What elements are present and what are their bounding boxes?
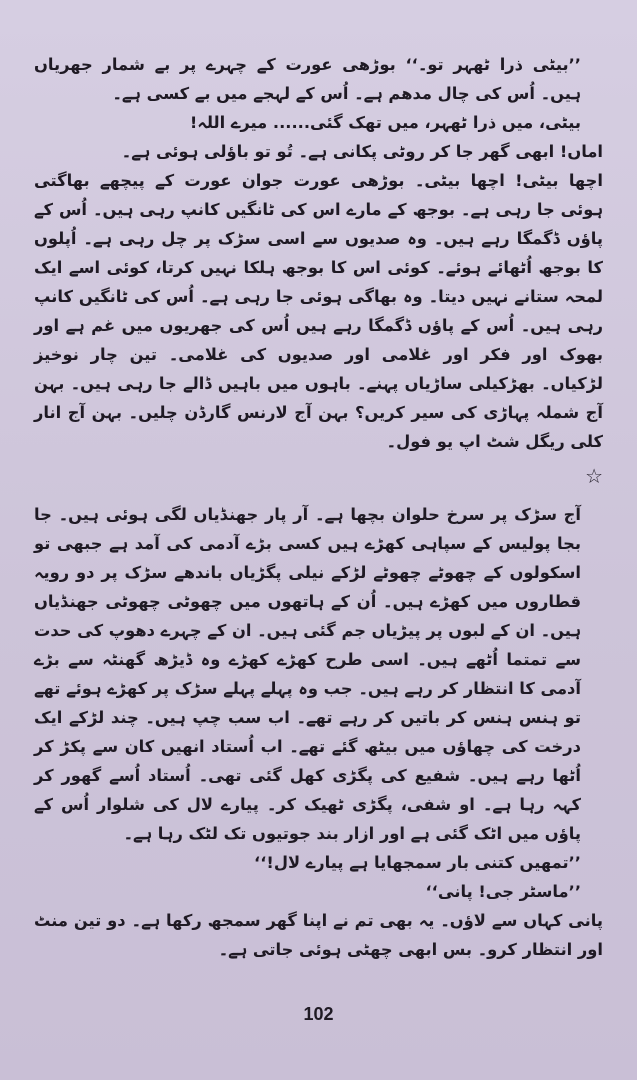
page-text [34,50,603,964]
paragraph: آج سڑک پر سرخ حلوان بچھا ہے۔ آر پار جھنڈیاں لگی ہوئی ہیں۔ جا بجا پولیس کے سپاہی کھڑے ہیں کسی بڑے آدمی کی آمد ہے جبھی تو اسکولوں کے چھوٹے چھوٹے لڑکے نیلی پگڑیاں باندھے سڑک پر دو رویہ قطاروں میں کھڑے ہیں۔ اُن کے ہاتھوں میں چھوٹی چھوٹی جھنڈیاں ہیں۔ ان کے لبوں پر پیڑیاں جم گئی ہیں۔ ان کے چہرے دھوپ کی حدت سے تمتما اُٹھے ہیں۔ اسی طرح کھڑے کھڑے وہ ڈیڑھ گھنٹہ سے بڑے آدمی کا انتظار کر رہے ہیں۔ جب وہ پہلے پہلے سڑک پر کھڑے ہوئے تھے تو ہنس ہنس کر باتیں کر رہے تھے۔ اب سب چپ ہیں۔ چند لڑکے ایک درخت کی چھاؤں میں بیٹھ گئے تھے۔ اب اُستاد انھیں کان سے پکڑ کر اُٹھا رہے ہیں۔ شفیع کی پگڑی کھل گئی تھی۔ اُستاد اُسے گھور کر کہہ رہا ہے۔ او شفی، پگڑی ٹھیک کر۔ پیارے لال کی شلوار اُس کے پاؤں میں اٹک گئی ہے اور ازار بند جوتیوں تک لٹک رہا ہے۔ [34,505,581,843]
paragraph: ’’ماسٹر جی! پانی‘‘ [425,882,581,901]
page-number: 102 [303,1004,334,1024]
paragraph: اماں! ابھی گھر جا کر روٹی پکانی ہے۔ تُو تو باؤلی ہوئی ہے۔ [121,142,603,161]
paragraph: اچھا بیٹی! اچھا بیٹی۔ بوڑھی عورت جوان عورت کے پیچھے بھاگتی ہوئی جا رہی ہے۔ بوجھ کے مارے اس کی ٹانگیں کانپ رہی ہیں۔ اُس کے پاؤں ڈگمگا رہے ہیں۔ وہ صدیوں سے اسی سڑک پر چل رہی ہے۔ اُپلوں کا بوجھ اُٹھائے ہوئے۔ کوئی اس کا بوجھ ہلکا نہیں کرتا، کوئی اسے ایک لمحہ ستانے نہیں دیتا۔ وہ بھاگی ہوئی جا رہی ہے۔ اُس کی ٹانگیں کانپ رہی ہیں۔ اُس کے پاؤں ڈگمگا رہے ہیں اُس کی جھریوں میں غم ہے اور بھوک اور فکر اور غلامی اور صدیوں کی غلامی۔ تین چار نوخیز لڑکیاں۔ بھڑکیلی ساڑیاں پہنے۔ باہوں میں باہیں ڈالے جا رہی ہیں۔ بہن آج شملہ پہاڑی کی سیر کریں؟ بہن آج لارنس گارڈن چلیں۔ بہن آج انار کلی ریگل شٹ اپ یو فول۔ [34,171,603,451]
paragraph: ’’تمھیں کتنی بار سمجھایا ہے پیارے لال!‘‘ [254,853,581,872]
section-one [34,50,603,456]
paragraph: پانی کہاں سے لاؤں۔ یہ بھی تم نے اپنا گھر سمجھ رکھا ہے۔ دو تین منٹ اور انتظار کرو۔ بس ابھی چھٹی ہوئی جاتی ہے۔ [34,911,603,959]
star-separator: ☆ [585,464,603,488]
section-two [34,500,603,964]
paragraph: ’’بیٹی ذرا ٹھہر تو۔‘‘ بوڑھی عورت کے چہرے پر بے شمار جھریاں ہیں۔ اُس کی چال مدھم ہے۔ اُس کے لہجے میں بے کسی ہے۔ [34,55,581,103]
paragraph: بیٹی، میں ذرا ٹھہر، میں تھک گئی...... میرے اللہ! [189,113,581,132]
